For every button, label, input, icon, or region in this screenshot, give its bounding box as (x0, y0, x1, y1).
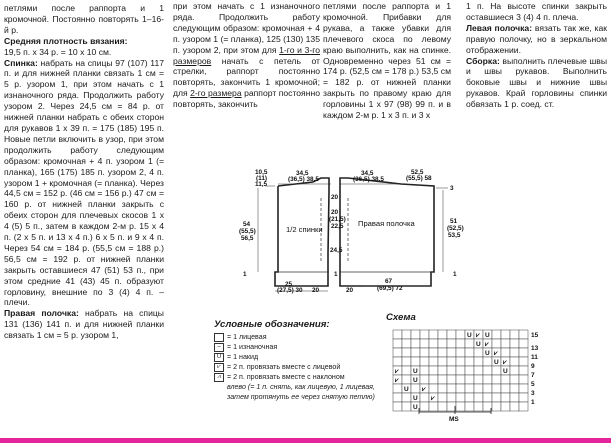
stitch-cell (393, 330, 402, 339)
col2-text-b: начать с петель от стрелки, раппорт постоянно повторять, закончить 1 кромочной; для (173, 55, 320, 99)
measure-left-mid-2: (55,5) (239, 228, 256, 235)
stitch-cell (420, 348, 429, 357)
stitch-cell (420, 393, 429, 402)
stitch-cell (456, 384, 465, 393)
measure-center-1: 1 (334, 271, 338, 278)
stitch-cell (456, 393, 465, 402)
knit-symbol-icon (214, 333, 224, 342)
col3-text: петлями после раппорта и 1 кромочной. Прибавки для рукава, а также убавки для плечевого скоса по левому краю выполнить, как на спинке. Одновременно через 51 см = 174 р. (52,5 см = 178 р.) 53,5 см = 182 р. от нижней планки закрыть по правому краю для горловины 1 x 97 (98) 99 п. и в каждом 2-м р. 1 x 3 п. и 3 x (323, 1, 451, 121)
measure-bottom-25: 25 (285, 281, 293, 288)
measure-bottom-67: 67 (385, 278, 393, 285)
k2tog-icon: ⩗ (422, 386, 426, 393)
stitch-cell (519, 366, 528, 375)
stitch-cell (393, 339, 402, 348)
measure-top-2: 34,5 (361, 170, 374, 177)
row-label-11: 11 (531, 354, 538, 361)
stitch-cell (519, 393, 528, 402)
stitch-cell (465, 366, 474, 375)
stitch-cell (474, 402, 483, 411)
legend-item-yarn-over: U = 1 накид (214, 352, 384, 362)
measure-top-3: 52,5 (411, 169, 424, 176)
yarn-over-icon: U (485, 350, 490, 357)
stitch-cell (447, 366, 456, 375)
stitch-cell (420, 339, 429, 348)
stitch-cell (483, 357, 492, 366)
stitch-cell (510, 384, 519, 393)
stitch-cell (411, 339, 420, 348)
row-label-15: 15 (531, 332, 539, 339)
stitch-cell (465, 384, 474, 393)
k2tog-icon: ⩗ (494, 350, 498, 357)
stitch-cell (429, 339, 438, 348)
legend-item-k2tog: ⩗ = 2 п. провязать вместе с лицевой (214, 362, 384, 372)
yarn-over-icon: U (413, 404, 418, 411)
stitch-cell (456, 375, 465, 384)
stitch-cell (501, 339, 510, 348)
k2tog-icon: ⩗ (395, 377, 399, 384)
stitch-cell (393, 393, 402, 402)
measure-right-mid: 51 (450, 218, 458, 225)
measure-right-top: 3 (450, 185, 454, 192)
garment-pattern-diagram (203, 168, 603, 294)
stitch-cell (447, 339, 456, 348)
stitch-cell (402, 375, 411, 384)
row-label-7: 7 (531, 372, 535, 379)
measure-bottom-20b: 20 (346, 287, 354, 294)
k2tog-icon: ⩗ (503, 359, 507, 366)
stitch-cell (483, 384, 492, 393)
text-column-3 (323, 1, 451, 121)
stitch-cell (456, 348, 465, 357)
legend-item-ssk: ⩘ = 2 п. провязать вместе с наклоном (214, 372, 384, 382)
yarn-over-icon: U (503, 368, 508, 375)
purl-symbol-icon: – (214, 343, 224, 352)
k2tog-icon: ⩗ (395, 368, 399, 375)
stitch-cell (429, 402, 438, 411)
stitch-cell (438, 366, 447, 375)
stitch-cell (438, 402, 447, 411)
stitch-cell (492, 330, 501, 339)
stitch-cell (483, 366, 492, 375)
col1-intro: петлями после раппорта и 1 кромочной. Постоянно повторять 1–16-й р. (4, 3, 164, 35)
stitch-cell (510, 348, 519, 357)
assembly-text: выполнить плечевые швы и швы рукавов. Выполнить боковые швы и нижние швы рукавов. Край горловины спинки обвязать 1 р. соед. ст. (466, 55, 608, 110)
stitch-cell (465, 375, 474, 384)
col2-text-c: раппорт постоянно повторять, закончить (173, 88, 320, 110)
stitch-cell (510, 402, 519, 411)
stitch-cell (447, 375, 456, 384)
row-label-5: 5 (531, 381, 535, 388)
stitch-cell (510, 375, 519, 384)
stitch-cell (492, 384, 501, 393)
stitch-cell (519, 339, 528, 348)
ms-label: MS (449, 416, 459, 423)
stitch-cell (447, 357, 456, 366)
stitch-cell (420, 366, 429, 375)
back-text: набрать на спицы 97 (107) 117 п. и для нижней планки связать 1 см = 5 р. узором 1, при этом начать с 1 изнаночного ряда. Продолжить работу узором 2. Через 24,5 см = 84 р. от нижней планки набрать с обеих сторон для рукавов 1 x 39 п. = 175 (185) 195 п. Новые петли включить в узор, при этом продолжить работу следующим образом: кромочная + 4 п. узором 1 (= планка), 165 (175) 185 п. узором 2, 4 п. узором 1 + кромочная (= планка). Через 44,5 см = 152 р. (46 см = 156 р.) 47 см = 160 р. от нижней планки закрыть с обеих сторон для плечевых скосов 1 x 4 (5) 5 п., затем в каждом 2-м р. 15 x 4 п. (2 x 5 п. и 13 x 4 п.) 6 x 5 п. и 9 x 4 п. Через 54 см = 184 р. (55,5 см = 188 р.) 56,5 см = 192 р. от нижней планки закрыть оставшиеся 47 (51) 53 п., при этом средние 41 (43) 45 п. образуют горловину, внешние по 3 (4) 4 п. – плечи. (4, 57, 164, 308)
stitch-cell (402, 393, 411, 402)
stitch-cell (411, 357, 420, 366)
stitch-cell (411, 384, 420, 393)
k2tog-icon: ⩗ (476, 332, 480, 339)
left-front-label: Левая полочка: (466, 22, 533, 33)
stitch-cell (429, 366, 438, 375)
measure-center-24: 24,5 (330, 247, 343, 254)
stitch-cell (474, 348, 483, 357)
stitch-cell (501, 330, 510, 339)
stitch-cell (510, 330, 519, 339)
yarn-over-icon: U (413, 377, 418, 384)
legend (214, 320, 384, 402)
stitch-chart (391, 328, 551, 423)
back-label: Спинка: (4, 57, 38, 68)
yarn-over-icon: U (413, 368, 418, 375)
measure-left-top: 10,5 (255, 169, 268, 176)
assembly-label: Сборка: (466, 55, 500, 66)
measure-top-1: 34,5 (296, 170, 309, 177)
text-column-1 (4, 3, 164, 341)
stitch-cell (474, 375, 483, 384)
stitch-cell (420, 357, 429, 366)
size-1-3: 1-го и 3-го размеров (173, 44, 320, 66)
stitch-cell (447, 393, 456, 402)
stitch-cell (393, 384, 402, 393)
row-label-9: 9 (531, 363, 535, 370)
front-label: Правая полочка: (4, 308, 79, 319)
footer-bar (0, 438, 611, 443)
k2tog-icon: ⩗ (485, 341, 489, 348)
measure-right-mid-3: 53,5 (448, 232, 461, 239)
ssk-icon: ⩘ (214, 373, 224, 382)
measure-top-3b: (55,5) 58 (406, 175, 432, 182)
stitch-cell (402, 357, 411, 366)
row-label-13: 13 (531, 345, 539, 352)
stitch-cell (510, 339, 519, 348)
stitch-cell (483, 375, 492, 384)
text-column-2 (173, 1, 320, 110)
stitch-cell (393, 357, 402, 366)
stitch-cell (483, 393, 492, 402)
legend-item-knit: = 1 лицевая (214, 332, 384, 342)
measure-top-1b: (36,5) 38,5 (288, 176, 319, 183)
yarn-over-icon: U (404, 386, 409, 393)
legend-item-purl: – = 1 изнаночная (214, 342, 384, 352)
col4-text-a: 1 п. На высоте спинки закрыть оставшиеся 3 (4) 4 п. плеча. (466, 1, 607, 22)
k2tog-icon: ⩗ (214, 363, 224, 372)
yarn-over-icon: U (485, 332, 490, 339)
stitch-cell (474, 366, 483, 375)
stitch-cell (420, 402, 429, 411)
yarn-over-icon: U (467, 332, 472, 339)
stitch-cell (465, 357, 474, 366)
stitch-cell (456, 339, 465, 348)
stitch-cell (519, 330, 528, 339)
stitch-cell (420, 375, 429, 384)
stitch-cell (438, 357, 447, 366)
stitch-cell (411, 348, 420, 357)
stitch-cell (438, 384, 447, 393)
stitch-cell (429, 384, 438, 393)
schema-title: Схема (386, 312, 416, 323)
row-label-3: 3 (531, 390, 535, 397)
stitch-cell (438, 393, 447, 402)
measure-center-20b: 20 (331, 209, 339, 216)
stitch-cell (447, 384, 456, 393)
stitch-cell (402, 366, 411, 375)
stitch-cell (438, 339, 447, 348)
stitch-cell (402, 330, 411, 339)
stitch-cell (456, 357, 465, 366)
stitch-cell (510, 393, 519, 402)
front-label: Правая полочка (358, 219, 415, 228)
stitch-cell (492, 366, 501, 375)
stitch-cell (492, 375, 501, 384)
yarn-over-icon: U (413, 395, 418, 402)
measure-right-1: 1 (453, 271, 457, 278)
stitch-cell (438, 348, 447, 357)
stitch-cell (402, 339, 411, 348)
stitch-cell (474, 357, 483, 366)
measure-bottom-25b: (27,5) 30 (277, 287, 303, 294)
col2-text-a: при этом начать с 1 изнаночного ряда. Продолжить работу следующим образом: кромочная + 4 п. узором 1 (= планка), 125 (130) 135 п. узором 2, при этом для (173, 1, 320, 55)
measure-center-20a: 20 (331, 194, 339, 201)
stitch-grid (393, 330, 528, 411)
stitch-cell (492, 393, 501, 402)
front-text: набрать на спицы 131 (136) 141 п. и для нижней планки связать 1 см = 5 р. узором 1, (4, 308, 164, 341)
stitch-cell (438, 375, 447, 384)
density-label: Средняя плотность вязания: (4, 35, 128, 46)
yarn-over-icon: U (494, 359, 499, 366)
stitch-cell (474, 393, 483, 402)
stitch-cell (438, 330, 447, 339)
stitch-cell (402, 348, 411, 357)
stitch-cell (402, 402, 411, 411)
stitch-cell (456, 330, 465, 339)
stitch-cell (465, 348, 474, 357)
stitch-cell (501, 375, 510, 384)
stitch-cell (501, 348, 510, 357)
legend-title: Условные обозначения: (214, 319, 330, 330)
measure-bottom-67b: (69,5) 72 (377, 285, 403, 292)
k2tog-icon: ⩗ (431, 395, 435, 402)
stitch-cell (510, 357, 519, 366)
measure-top-2b: (36,5) 38,5 (353, 176, 384, 183)
stitch-cell (429, 357, 438, 366)
back-label: 1/2 спинки (286, 225, 323, 234)
measure-center-21: (21,5) (329, 216, 346, 223)
density-value: 19,5 п. x 34 р. = 10 x 10 см. (4, 46, 112, 57)
stitch-cell (456, 366, 465, 375)
stitch-cell (519, 348, 528, 357)
stitch-cell (492, 402, 501, 411)
row-label-1: 1 (531, 399, 535, 406)
stitch-cell (429, 330, 438, 339)
measure-center-22: 22,5 (331, 223, 344, 230)
stitch-cell (519, 384, 528, 393)
stitch-cell (519, 402, 528, 411)
stitch-cell (456, 402, 465, 411)
size-2: 2-го размера (190, 88, 242, 99)
stitch-cell (429, 348, 438, 357)
stitch-cell (420, 330, 429, 339)
front-outline (340, 178, 434, 286)
stitch-cell (501, 393, 510, 402)
stitch-cell (465, 339, 474, 348)
stitch-cell (501, 384, 510, 393)
stitch-cell (519, 357, 528, 366)
stitch-cell (474, 384, 483, 393)
stitch-cell (447, 348, 456, 357)
measure-left-mid: 54 (243, 221, 251, 228)
measure-left-top-3: 11,5 (255, 181, 268, 188)
stitch-cell (492, 339, 501, 348)
stitch-cell (429, 375, 438, 384)
stitch-cell (501, 402, 510, 411)
stitch-cell (510, 366, 519, 375)
text-column-4 (466, 1, 607, 110)
measure-bottom-20a: 20 (312, 287, 320, 294)
measure-left-top-2: (11) (256, 175, 268, 182)
stitch-cell (519, 375, 528, 384)
stitch-cell (465, 393, 474, 402)
legend-note: влево (= 1 п. снять, как лицевую, 1 лицевая, затем протянуть ее через снятую петлю) (227, 383, 375, 401)
stitch-cell (447, 330, 456, 339)
stitch-cell (393, 402, 402, 411)
measure-left-mid-3: 56,5 (241, 235, 254, 242)
measure-right-mid-2: (52,5) (447, 225, 464, 232)
yarn-over-icon: U (476, 341, 481, 348)
left-front-text: вязать так же, как правую полочку, но в зеркальном отображении. (466, 22, 608, 55)
stitch-cell (411, 330, 420, 339)
stitch-cell (465, 402, 474, 411)
measure-left-1: 1 (243, 271, 247, 278)
stitch-cell (393, 348, 402, 357)
yarn-over-icon: U (214, 353, 224, 362)
